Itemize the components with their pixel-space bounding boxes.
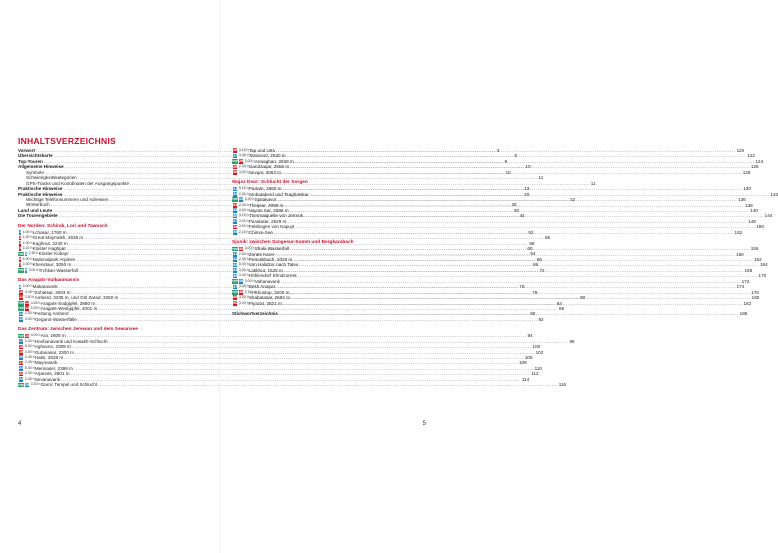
tour-number-badge: 33 [238,196,244,202]
toc-entry-page: 28 [511,202,517,208]
left-page-number: 4 [18,421,22,427]
toc-entry-page: 13 [524,186,530,192]
toc-entry-label: Symbole [26,169,44,175]
tour-page: 180 [751,295,760,301]
tour-number-badge: 7 [19,261,22,267]
tour-entry[interactable] [18,316,544,322]
tour-duration: 2.45 h [24,360,35,365]
toc-entry-label: Schwierigkeitskategorien [26,175,77,181]
tour-number-badge: 22 [19,365,24,371]
tour-name: Arjanots, 2801 m [34,371,70,377]
tour-number-badge: 36 [233,212,238,218]
tour-page: 52 [528,229,534,235]
tour-page: 60 [527,246,533,251]
tour-page: 172 [741,278,750,284]
tour-duration: 5.00 h [238,262,249,267]
tour-page: 105 [524,355,533,360]
right-page-number: 5 [422,421,426,427]
tour-number-badge: 43 [233,261,238,267]
tour-name: Festung Amberd [34,311,69,317]
tour-duration: 5.15 h [238,186,249,191]
tour-page: 119 [736,148,744,153]
tour-number-badge: 8 [24,267,28,273]
tour-page: 133 [770,191,778,197]
tour-name: Khustup, 3200 m [254,289,290,295]
tour-name: Tasanord, 2530 m [248,153,286,159]
tour-number-badge: 29 [233,163,238,169]
tour-duration: 2.45 h [24,355,35,359]
toc-entry-label: Vorwort [18,148,36,153]
tour-duration: 3.00 h [28,267,39,272]
tour-page: 138 [745,202,753,208]
top-tour-badge: TOP [18,306,24,311]
tour-name: Aragats-Westgipfel, 4001 m [40,305,98,311]
tour-page: 162 [753,257,762,262]
tour-name: Nationalpark Arpisee [32,256,76,262]
tour-name: Gandzaqar, 2656 m [248,164,290,170]
tour-duration: 3.30 h [244,197,255,202]
tour-name: Shabatasar, 2692 m [248,295,290,301]
tour-number-badge: 27 [233,152,238,158]
toc-entry-label: Praktische Hinweise [18,186,63,192]
tour-duration: 3.00 h [238,224,249,229]
tour-duration: 3.30 h [238,267,249,272]
tour-page: 128 [742,169,751,175]
tour-duration: 3.30 h [22,262,33,267]
tour-number-badge: 4 [19,245,22,251]
tour-duration: 2.30 h [238,164,249,169]
tour-duration: 3.30 h [238,295,249,300]
tour-page: 176 [751,289,759,295]
tour-number-badge: 46 [238,278,244,284]
tour-page: 156 [750,246,759,252]
toc-entry-page: 8 [504,158,508,164]
tour-number-badge: 37 [233,218,238,224]
top-tour-badge: TOP [18,268,24,273]
tour-number-badge: 50 [233,299,238,305]
tour-duration: 6.30 h [24,344,35,349]
top-tour-badge: TOP [18,251,24,256]
tour-number-badge: 21 [19,359,24,365]
tour-name: Chimoi-See [248,229,273,235]
toc-entry-page: 10 [525,164,531,170]
tour-number-badge: 1 [19,229,22,235]
tour-page: 102 [535,349,544,355]
tour-name: Gutanasar, 2300 m [34,349,74,355]
tour-page: 136 [738,197,746,203]
tour-duration: 2.30 h [28,251,39,256]
tour-page: 64 [530,251,536,257]
tour-duration: 2.00 h [238,251,249,256]
tour-page: 160 [736,251,744,257]
tour-page: 72 [539,267,545,273]
top-tour-badge: TOP [232,290,238,295]
tour-duration: 2 Tage [244,289,256,294]
toc-entry-page: 11 [590,180,596,186]
tour-page: 55 [544,235,551,241]
tour-duration: 4.00 h [238,207,249,212]
tour-name: Kloster Haghpat [32,246,66,251]
tour-page: 84 [556,300,562,306]
tour-duration: 3.00 h [244,158,255,163]
tour-duration: 4.00 h [30,333,41,338]
tour-number-badge: 9 [19,283,22,289]
tour-page: 152 [734,229,743,235]
tour-name: Felsbogen von Kapuyt [248,224,295,230]
tour-duration: 3.00 h [238,300,249,305]
tour-page: 78 [532,289,538,295]
tour-page: 80 [580,295,586,301]
toc-entry-page: 186 [739,310,748,316]
tour-name: Amberd, 3235 m, und Göl Zarad, 3260 m [34,295,119,301]
tour-duration: 3.00 h [238,218,249,223]
top-tour-badge: TOP [232,197,238,202]
tour-page: 110 [534,365,542,371]
tour-name: Gegarot-Wasserfälle [34,316,77,322]
top-tour-badge: TOP [232,246,238,251]
tour-name: Höhlendorf Khndzoresk [248,273,297,279]
tour-page: 164 [760,262,768,268]
tour-number-badge: 41 [233,250,238,256]
tour-page: 140 [750,207,758,213]
tour-number-badge: 38 [233,223,238,229]
tour-name: Great Maymekh, 2635 m [32,235,84,241]
tour-duration: 3.45 h [24,289,35,294]
tour-number-badge: 28 [238,158,244,164]
tour-page: 66 [536,256,542,262]
tour-page: 126 [750,164,759,170]
toc-entry-page: 10 [505,169,511,175]
tour-number-badge: 35 [233,207,238,213]
top-tour-badge: TOP [18,300,24,305]
tour-duration: 5.00 h [24,365,35,370]
tour-name: Spitakavor [254,197,277,203]
tour-duration: 3.15 h [22,246,33,250]
tour-number-badge: 12 [24,299,30,305]
tour-page: 76 [519,284,525,290]
tour-page: 100 [532,344,541,350]
tour-name: Von Halidzor nach Tatev [248,262,299,268]
tour-duration: 3.45 h [238,284,249,289]
tour-number-badge: 45 [233,272,238,278]
tour-duration: 4.00 h [22,229,33,234]
tour-page: 86 [559,305,565,311]
tour-duration: 3.30 h [30,382,41,387]
tour-name: Shaki-Wasserfall [254,246,290,252]
toc-entry-label: Land und Leute [18,207,53,213]
tour-page: 98 [569,338,575,344]
tour-number-badge: 5 [24,250,28,256]
tour-duration: 3.45 h [238,273,249,278]
tour-number-badge: 31 [233,185,238,191]
tour-page: 130 [743,186,751,192]
tour-page: 92 [538,316,544,322]
tour-page: 170 [758,273,767,279]
toc-entry-label: Übersichtskarte [18,153,53,159]
tour-number-badge: 17 [19,338,24,344]
tour-name: Theqsar, 2898 m [248,202,284,208]
tour-duration: 3.00 h [22,284,33,289]
tour-page: 144 [764,213,773,219]
tour-page: 124 [755,158,764,164]
tour-page: 174 [736,284,745,290]
toc-entry-label: Stichwortverzeichnis [232,310,278,316]
toc-entry-label: Wörterbuch [26,202,50,208]
tour-number-badge: 42 [233,256,238,262]
tour-duration: 6.30 h [22,256,33,261]
tour-page: 150 [756,224,764,230]
tour-number-badge: 47 [233,283,238,289]
tour-name: Thermalquelle von Jermuk [248,213,303,219]
toc-leader-dots [274,230,734,235]
toc-entry-page: 44 [519,213,525,219]
toc-title: INHALTSVERZEICHNIS [18,136,116,146]
tour-page: 182 [743,300,752,306]
tour-duration: 4.30 h [22,235,33,240]
tour-name: Parakatar, 2529 m [248,218,287,224]
tour-number-badge: 11 [19,294,24,300]
tour-name: Kaghnut, 2240 m [32,240,68,246]
tour-name: Aragats-Südgipfel, 3880 m [40,300,96,306]
tour-name: Latikhut, 1525 m [248,267,283,273]
tour-duration: 3.30 h [24,295,35,300]
toc-entry-page: 6 [514,153,517,159]
tour-page: 112 [531,371,539,377]
tour-name: Sevanavank [34,376,61,382]
tour-number-badge: 30 [233,169,238,175]
tour-duration: 3.15 h [238,148,249,152]
tour-name: Garni: Tempel und Schlucht [40,382,98,388]
tour-number-badge: 19 [19,348,24,354]
tour-duration: 3.00 h [24,316,35,321]
tour-duration: 2.45 h [24,376,35,381]
tour-number-badge: 20 [19,354,24,360]
tour-number-badge: 25 [24,381,30,387]
tour-name: Sevqar, 3063 m [248,169,282,175]
tour-duration: 3.00 h [244,246,255,251]
tour-name: Piyazat, 2821 m [248,300,282,306]
tour-name: Aghavno, 2309 m [34,344,71,350]
toc-entry-label: Top-Touren [18,158,43,164]
tour-number-badge: 44 [233,267,238,273]
tour-number-badge: 3 [19,239,22,245]
tour-name: Zorats Karer [248,251,275,257]
section-heading: Das Aragats-Vulkanmassiv [18,278,80,284]
tour-name: Petroskbach, 2026 m [248,257,293,262]
tour-page: 94 [527,333,533,339]
tour-duration: 3.00 h [24,349,35,354]
tour-name: Mennaser, 2399 m [34,365,73,371]
tour-number-badge: 14 [19,310,24,316]
section-heading: Das Zentrum: zwischen Jerewan und dem Sewansee [18,327,138,333]
top-tour-badge: TOP [232,159,238,164]
tour-name: Smbataberd und Tsaghatskar [248,191,309,197]
tour-name: Hatis, 2528 m [34,355,64,360]
top-tour-badge: TOP [232,279,238,284]
toc-leader-dots [283,301,743,306]
tour-duration: 5.30 h [30,305,41,310]
tour-number-badge: 26 [233,147,238,153]
tour-name: Trchkan-Wasserfall [38,267,78,273]
top-tour-badge: TOP [18,382,24,387]
tour-duration: 2.15 h [238,229,249,234]
toc-entry-label: Allgemeine Hinweise [18,164,64,170]
tour-page: 148 [748,218,756,224]
tour-number-badge: 39 [233,229,238,235]
tour-number-badge: 40 [238,245,244,251]
tour-duration: 3.00 h [244,278,255,283]
tour-duration: 4.30 h [22,240,33,245]
tour-page: 108 [519,360,527,366]
tour-duration: 2.30 h [24,311,35,316]
tour-number-badge: 34 [233,201,238,207]
toc-leader-dots [282,170,742,175]
toc-entry-page: 20 [524,191,530,197]
tour-name: Hovhanavank und Kasakh-Schlucht [34,338,108,344]
tour-page: 122 [747,153,755,159]
tour-entry[interactable] [18,381,567,388]
tour-number-badge: 6 [19,256,22,262]
toc-entry-label: GPS-Tracks und Koordinaten der Ausgangspunkte [26,180,129,186]
toc-entry-page: 30 [513,207,520,213]
tour-number-badge: 32 [233,191,238,197]
section-heading: Der Norden: Schirak, Lori und Tawusch [18,223,108,229]
tour-duration: 3.45 h [238,153,249,158]
tour-page: 90 [530,311,536,317]
tour-duration: 3.15 h [238,213,249,218]
tour-page: 168 [744,267,753,273]
tour-number-badge: 10 [19,289,24,295]
tour-name: Partam, 2660 m [248,186,282,192]
toc-entry-label: Praktische Hinweise [18,191,63,197]
tour-number-badge: 2 [19,234,22,240]
tour-name: Ara, 2606 m [40,333,66,339]
toc-entry-page: 22 [570,196,576,202]
tour-number-badge: 49 [233,294,238,300]
tour-duration: 2.30 h [238,191,249,196]
tour-duration: 2.45 h [238,257,249,261]
tour-duration: 3.00 h [238,169,249,174]
top-tour-badge: TOP [18,333,24,338]
tour-number-badge: 24 [19,376,24,382]
tour-number-badge: 15 [19,316,24,322]
tour-name: Mayravank [34,360,58,366]
tour-number-badge: 16 [24,332,30,338]
tour-name: Bekh Anapat [248,284,275,290]
tour-duration: 4.30 h [24,371,35,376]
tour-name: Vayots Sar, 2586 m [248,207,289,213]
tour-entry[interactable] [232,229,743,235]
tour-name: Vahanavank [254,278,280,284]
tour-name: Zohatsar, 3063 m [34,289,71,295]
tour-page: 58 [529,240,535,246]
tour-duration: 4.45 h [30,300,41,305]
toc-leader-dots [279,311,739,316]
tour-number-badge: 23 [19,370,24,376]
tour-name: Lchasar, 1760 m [32,229,67,235]
toc-entry-page: 11 [538,175,544,181]
tour-name: Armaghan, 2828 m [254,158,294,164]
tour-page: 68 [532,262,539,268]
tour-name: Tap und Urts [248,148,275,153]
tour-number-badge: 48 [238,289,244,295]
tour-page: 114 [521,376,530,382]
section-heading: Sjunik: zwischen Sangesur-Kamm und Bergkarabach [232,240,354,246]
tour-duration: 2.00 h [238,202,249,207]
tour-name: Makaravank [32,284,58,290]
tour-duration: 3.30 h [24,338,35,343]
toc-entry-label: Wichtige Telefonnummern und Adressen [26,196,109,202]
toc-entry-page: 3 [496,148,500,153]
tour-name: Khenstaur, 3050 m [32,262,72,268]
tour-page: 116 [558,382,567,388]
tour-name: Kloster Kobayr [38,251,69,257]
section-heading: Wajoz Dsor: Schlucht der Sorgen [232,180,308,186]
tour-number-badge: 18 [19,343,24,349]
toc-entry-label: Die Tourengebiete [18,213,58,219]
tour-number-badge: 13 [24,305,30,311]
